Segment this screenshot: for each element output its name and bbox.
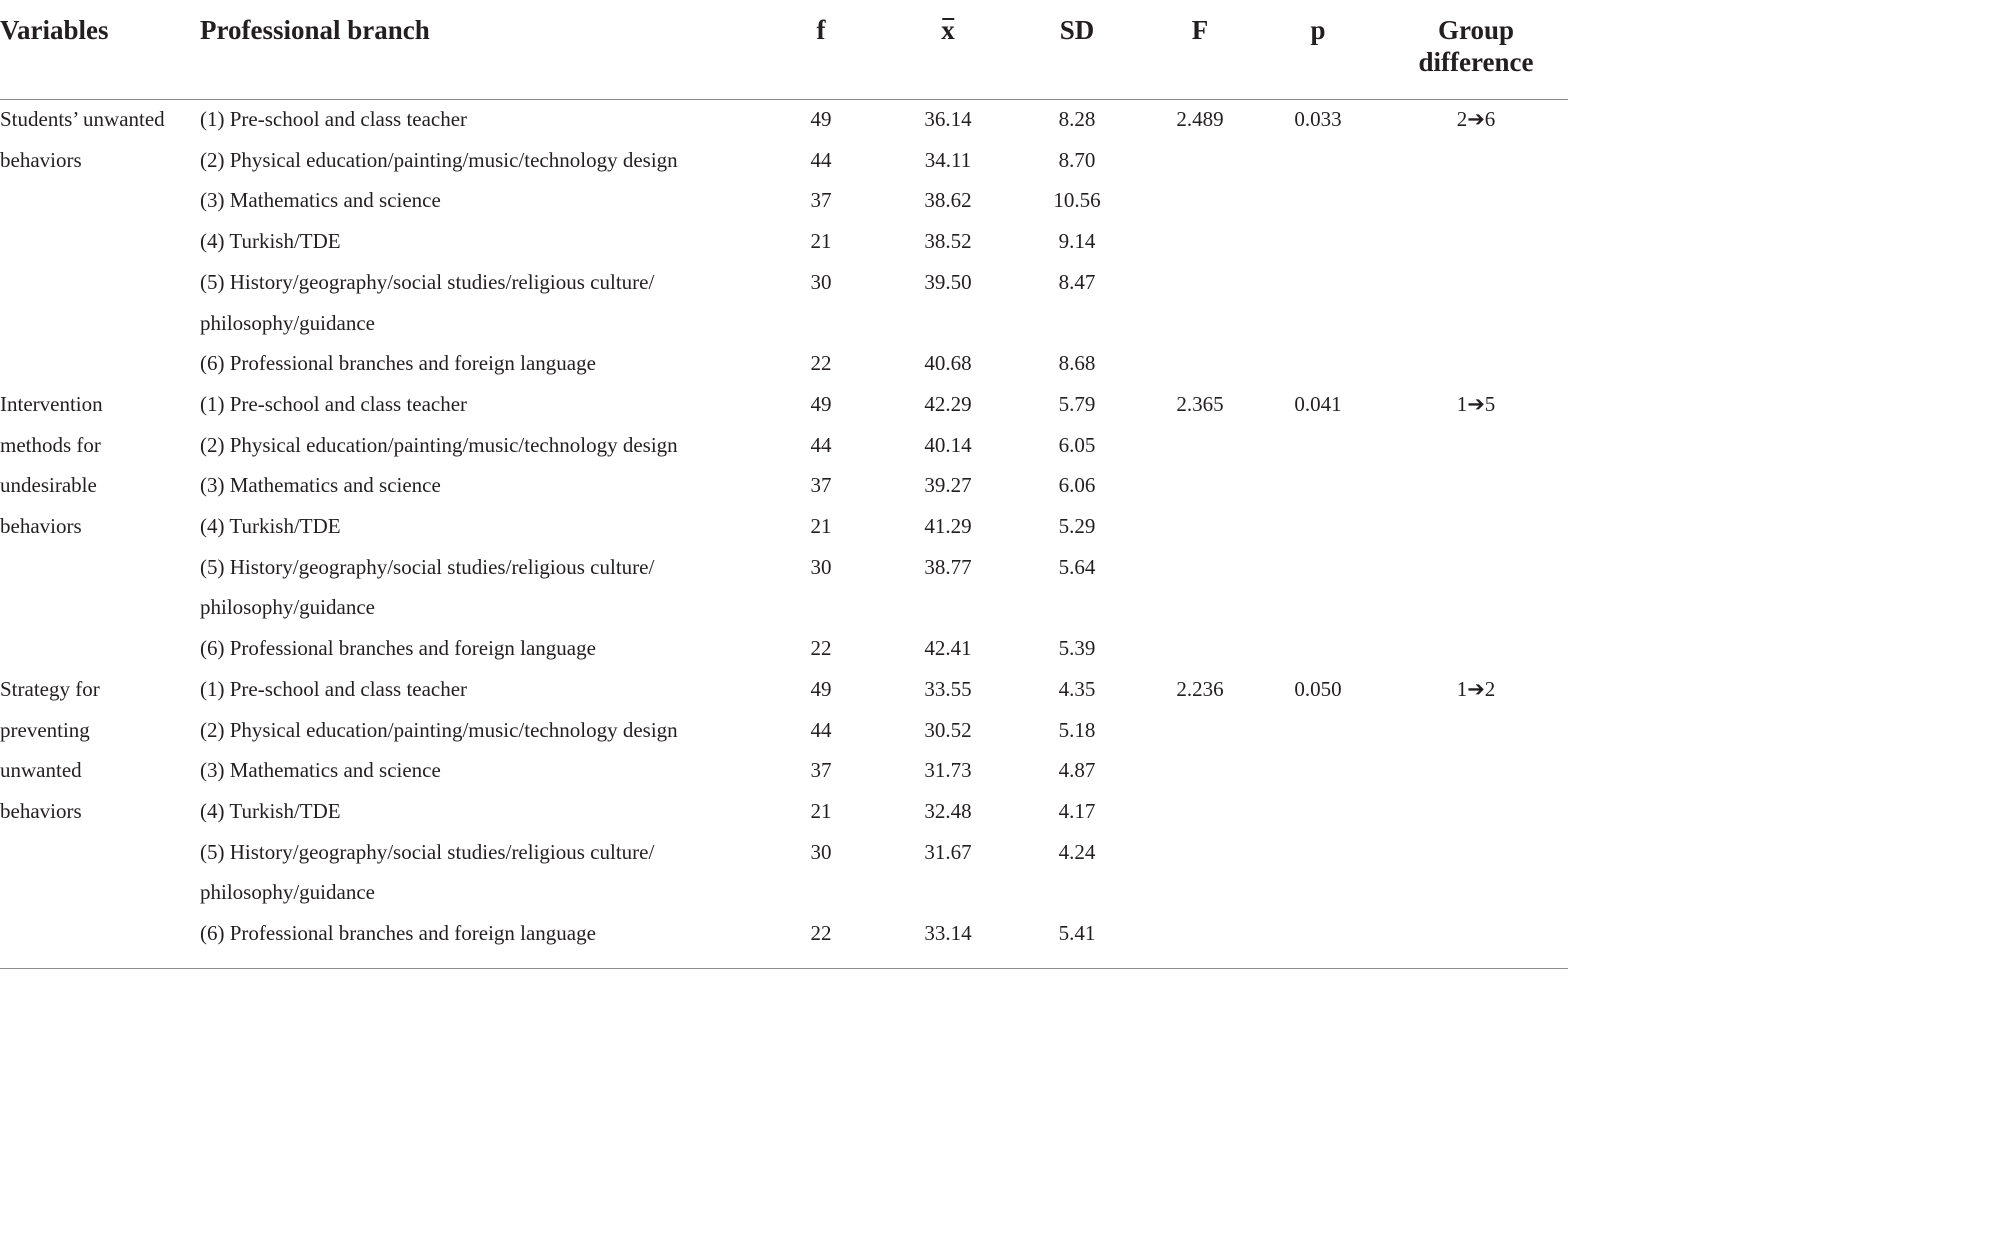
header-group-difference: Group difference xyxy=(1418,15,1534,77)
table-row xyxy=(0,791,1568,831)
f-cell: 37 xyxy=(810,188,832,213)
sd-cell: 8.70 xyxy=(1058,147,1096,172)
header-f: f xyxy=(816,15,826,45)
table-row xyxy=(0,669,1568,709)
f-cell: 49 xyxy=(810,391,832,416)
group-difference-cell: 1➔5 xyxy=(1456,391,1496,416)
branch-cell: philosophy/guidance xyxy=(200,310,375,335)
table-row xyxy=(0,872,1568,912)
table-row xyxy=(0,221,1568,261)
sd-cell: 8.47 xyxy=(1058,269,1096,294)
sd-cell: 9.14 xyxy=(1058,229,1096,254)
group-difference-cell: 2➔6 xyxy=(1456,107,1496,131)
sd-cell: 4.24 xyxy=(1058,839,1096,864)
table-row xyxy=(0,750,1568,790)
mean-cell: 33.55 xyxy=(924,676,972,701)
f-cell: 44 xyxy=(810,717,832,742)
p-value-cell: 0.041 xyxy=(1294,391,1342,416)
f-cell: 22 xyxy=(810,351,832,376)
f-cell: 37 xyxy=(810,758,832,783)
table-row xyxy=(0,628,1568,668)
branch-cell: (2) Physical education/painting/music/technology design xyxy=(200,147,678,172)
sd-cell: 4.87 xyxy=(1058,758,1096,783)
sd-cell: 10.56 xyxy=(1053,188,1101,213)
f-cell: 44 xyxy=(810,432,832,457)
f-cell: 37 xyxy=(810,473,832,498)
p-value-cell: 0.050 xyxy=(1294,676,1342,701)
branch-cell: (2) Physical education/painting/music/technology design xyxy=(200,717,678,742)
sd-cell: 5.39 xyxy=(1058,636,1096,661)
branch-cell: (5) History/geography/social studies/religious culture/ xyxy=(200,269,655,294)
mean-cell: 40.68 xyxy=(924,351,972,376)
bottom-rule xyxy=(0,968,1568,969)
sd-cell: 6.06 xyxy=(1058,473,1096,498)
header-p: p xyxy=(1310,15,1326,45)
table-row xyxy=(0,180,1568,220)
branch-cell: (6) Professional branches and foreign language xyxy=(200,636,596,661)
table-row xyxy=(0,710,1568,750)
branch-cell: (5) History/geography/social studies/religious culture/ xyxy=(200,554,655,579)
branch-cell: (4) Turkish/TDE xyxy=(200,229,341,254)
table-row xyxy=(0,425,1568,465)
sd-cell: 5.29 xyxy=(1058,514,1096,538)
sd-cell: 6.05 xyxy=(1058,432,1096,457)
mean-cell: 39.27 xyxy=(924,473,972,498)
table-row xyxy=(0,303,1568,343)
f-statistic-cell: 2.236 xyxy=(1176,676,1224,701)
branch-cell: (2) Physical education/painting/music/technology design xyxy=(200,432,678,457)
mean-cell: 38.52 xyxy=(924,229,972,254)
branch-cell: (4) Turkish/TDE xyxy=(200,514,341,538)
variable-label: Strategy for preventing unwanted behaviors xyxy=(0,676,100,823)
variable-label: Students’ unwanted behaviors xyxy=(0,107,165,172)
table-row xyxy=(0,465,1568,505)
header-professional-branch: Professional branch xyxy=(200,15,430,45)
mean-cell: 36.14 xyxy=(924,107,972,131)
f-statistic-cell: 2.365 xyxy=(1176,391,1224,416)
header-sd: SD xyxy=(1059,15,1095,45)
table-row xyxy=(0,140,1568,180)
branch-cell: (1) Pre-school and class teacher xyxy=(200,107,468,131)
mean-cell: 42.29 xyxy=(924,391,972,416)
table-row xyxy=(0,99,1568,139)
sd-cell: 5.64 xyxy=(1058,554,1096,579)
branch-cell: (6) Professional branches and foreign language xyxy=(200,351,596,376)
f-cell: 30 xyxy=(810,554,832,579)
mean-symbol: x xyxy=(941,15,955,45)
mean-cell: 31.67 xyxy=(924,839,972,864)
branch-cell: (1) Pre-school and class teacher xyxy=(200,676,468,701)
f-cell: 30 xyxy=(810,269,832,294)
branch-cell: (6) Professional branches and foreign language xyxy=(200,921,596,945)
header-variables: Variables xyxy=(0,15,109,45)
sd-cell: 8.28 xyxy=(1058,107,1096,131)
table-row xyxy=(0,506,1568,546)
mean-cell: 42.41 xyxy=(924,636,972,661)
mean-cell: 39.50 xyxy=(924,269,972,294)
branch-cell: (3) Mathematics and science xyxy=(200,188,441,213)
branch-cell: (3) Mathematics and science xyxy=(200,473,441,498)
f-cell: 30 xyxy=(810,839,832,864)
sd-cell: 4.35 xyxy=(1058,676,1096,701)
mean-cell: 31.73 xyxy=(924,758,972,783)
f-cell: 49 xyxy=(810,676,832,701)
mean-cell: 40.14 xyxy=(924,432,972,457)
branch-cell: philosophy/guidance xyxy=(200,880,375,905)
f-cell: 21 xyxy=(810,798,832,823)
table-row xyxy=(0,384,1568,424)
f-cell: 44 xyxy=(810,147,832,172)
mean-cell: 30.52 xyxy=(924,717,972,742)
f-cell: 21 xyxy=(810,514,832,538)
table-row xyxy=(0,832,1568,872)
branch-cell: (4) Turkish/TDE xyxy=(200,798,341,823)
variable-label: Intervention methods for undesirable behaviors xyxy=(0,391,103,538)
group-difference-cell: 1➔2 xyxy=(1456,676,1496,701)
branch-cell: (5) History/geography/social studies/religious culture/ xyxy=(200,839,655,864)
sd-cell: 4.17 xyxy=(1058,798,1096,823)
mean-cell: 32.48 xyxy=(924,798,972,823)
header-mean xyxy=(941,14,955,46)
table-row xyxy=(0,587,1568,627)
f-cell: 49 xyxy=(810,107,832,131)
branch-cell: philosophy/guidance xyxy=(200,595,375,620)
sd-cell: 5.41 xyxy=(1058,921,1096,945)
table-row xyxy=(0,262,1568,302)
mean-cell: 34.11 xyxy=(924,147,972,172)
table-row xyxy=(0,343,1568,383)
f-cell: 21 xyxy=(810,229,832,254)
mean-cell: 33.14 xyxy=(924,921,972,945)
mean-cell: 38.62 xyxy=(924,188,972,213)
branch-cell: (1) Pre-school and class teacher xyxy=(200,391,468,416)
f-statistic-cell: 2.489 xyxy=(1176,107,1224,131)
table-row xyxy=(0,913,1568,953)
sd-cell: 8.68 xyxy=(1058,351,1096,376)
header-f-statistic: F xyxy=(1191,15,1209,45)
mean-cell: 41.29 xyxy=(924,514,972,538)
sd-cell: 5.79 xyxy=(1058,391,1096,416)
p-value-cell: 0.033 xyxy=(1294,107,1342,131)
sd-cell: 5.18 xyxy=(1058,717,1096,742)
branch-cell: (3) Mathematics and science xyxy=(200,758,441,783)
table-row xyxy=(0,547,1568,587)
f-cell: 22 xyxy=(810,921,832,945)
f-cell: 22 xyxy=(810,636,832,661)
mean-cell: 38.77 xyxy=(924,554,972,579)
